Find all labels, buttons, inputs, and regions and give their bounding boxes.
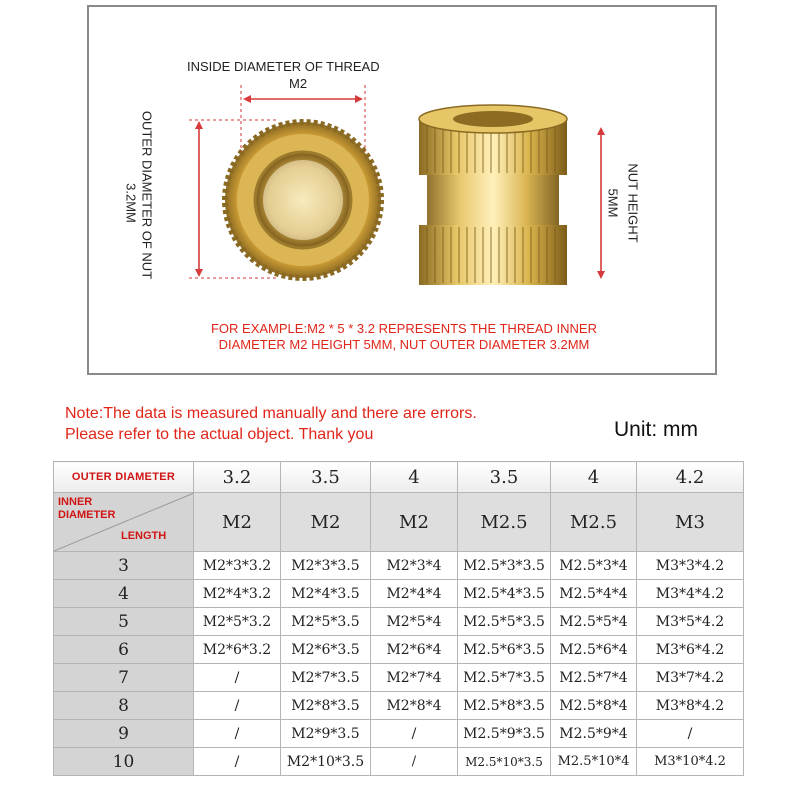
outer-diameter-header: OUTER DIAMETER bbox=[54, 462, 194, 493]
length-cell: 7 bbox=[54, 664, 194, 692]
size-cell: M2*8*3.5 bbox=[281, 692, 371, 720]
size-cell: M2*10*3.5 bbox=[281, 748, 371, 776]
nut-height-label: NUT HEIGHT bbox=[625, 163, 641, 243]
size-cell: M2.5*6*4 bbox=[551, 636, 637, 664]
length-cell: 6 bbox=[54, 636, 194, 664]
size-cell: M2*4*3.5 bbox=[281, 580, 371, 608]
size-cell: M2.5*8*4 bbox=[551, 692, 637, 720]
size-cell: M2.5*6*3.5 bbox=[458, 636, 551, 664]
example-line-1: FOR EXAMPLE:M2 * 5 * 3.2 REPRESENTS THE THREAD INNER bbox=[210, 321, 597, 336]
size-cell: / bbox=[637, 720, 744, 748]
size-cell: / bbox=[371, 748, 458, 776]
size-cell: / bbox=[194, 720, 281, 748]
size-cell: M2.5*8*3.5 bbox=[458, 692, 551, 720]
size-cell: M2*3*4 bbox=[371, 552, 458, 580]
size-cell: M2*6*3.5 bbox=[281, 636, 371, 664]
outer-diameter-cell: 3.2 bbox=[194, 462, 281, 493]
size-cell: M2.5*10*4 bbox=[551, 748, 637, 776]
size-cell: M2*3*3.2 bbox=[194, 552, 281, 580]
brass-insert-illustration bbox=[89, 7, 715, 373]
inner-diameter-header: INNER DIAMETER bbox=[58, 496, 116, 521]
insert-side-view bbox=[419, 105, 567, 285]
inner-diameter-cell: M2 bbox=[194, 493, 281, 552]
size-cell: M2*5*4 bbox=[371, 608, 458, 636]
table-row bbox=[54, 636, 744, 664]
length-cell: 9 bbox=[54, 720, 194, 748]
size-cell: M2.5*7*3.5 bbox=[458, 664, 551, 692]
note-line-2: Please refer to the actual object. Thank you bbox=[65, 426, 374, 443]
inner-diameter-cell: M2.5 bbox=[458, 493, 551, 552]
size-cell: M2.5*10*3.5 bbox=[458, 748, 551, 776]
length-header: LENGTH bbox=[121, 530, 167, 542]
size-cell: M3*10*4.2 bbox=[637, 748, 744, 776]
inner-diameter-cell: M2 bbox=[281, 493, 371, 552]
outer-diameter-cell: 4 bbox=[371, 462, 458, 493]
table-row bbox=[54, 552, 744, 580]
size-cell: M3*6*4.2 bbox=[637, 636, 744, 664]
length-cell: 5 bbox=[54, 608, 194, 636]
outer-diameter-value: 3.2MM bbox=[123, 183, 139, 223]
length-cell: 10 bbox=[54, 748, 194, 776]
outer-diameter-cell: 4 bbox=[551, 462, 637, 493]
size-cell: M2*3*3.5 bbox=[281, 552, 371, 580]
size-cell: M2.5*3*4 bbox=[551, 552, 637, 580]
outer-diameter-label: OUTER DIAMETER OF NUT bbox=[139, 110, 155, 280]
example-line-2: DIAMETER M2 HEIGHT 5MM, NUT OUTER DIAMETER 3.2MM bbox=[218, 337, 590, 352]
outer-diameter-cell: 4.2 bbox=[637, 462, 744, 493]
size-cell: M2*7*4 bbox=[371, 664, 458, 692]
inside-diameter-label: INSIDE DIAMETER OF THREAD bbox=[187, 59, 380, 74]
size-cell: M2.5*7*4 bbox=[551, 664, 637, 692]
size-cell: M2.5*4*4 bbox=[551, 580, 637, 608]
size-cell: M2.5*5*3.5 bbox=[458, 608, 551, 636]
insert-end-view bbox=[225, 122, 381, 278]
size-cell: M2.5*5*4 bbox=[551, 608, 637, 636]
length-cell: 8 bbox=[54, 692, 194, 720]
size-cell: / bbox=[194, 664, 281, 692]
table-row bbox=[54, 720, 744, 748]
inner-diameter-length-corner bbox=[54, 493, 194, 552]
outer-diameter-row bbox=[54, 462, 744, 493]
size-spec-table bbox=[53, 461, 744, 776]
table-row bbox=[54, 748, 744, 776]
inner-diameter-cell: M3 bbox=[637, 493, 744, 552]
size-cell: M2*6*3.2 bbox=[194, 636, 281, 664]
unit-label: Unit: mm bbox=[614, 418, 698, 441]
example-caption bbox=[109, 321, 699, 353]
size-cell: M3*5*4.2 bbox=[637, 608, 744, 636]
size-cell: M2*5*3.5 bbox=[281, 608, 371, 636]
size-cell: M3*8*4.2 bbox=[637, 692, 744, 720]
size-cell: M2*8*4 bbox=[371, 692, 458, 720]
note-line-1: Note:The data is measured manually and there are errors. bbox=[65, 405, 477, 422]
size-cell: M2*4*3.2 bbox=[194, 580, 281, 608]
length-cell: 4 bbox=[54, 580, 194, 608]
size-cell: M3*7*4.2 bbox=[637, 664, 744, 692]
size-cell: M2*6*4 bbox=[371, 636, 458, 664]
size-cell: M2*4*4 bbox=[371, 580, 458, 608]
inner-diameter-cell: M2.5 bbox=[551, 493, 637, 552]
size-cell: M2.5*3*3.5 bbox=[458, 552, 551, 580]
table-row bbox=[54, 664, 744, 692]
table-row bbox=[54, 580, 744, 608]
inner-diameter-row bbox=[54, 493, 744, 552]
inside-diameter-value: M2 bbox=[289, 76, 308, 91]
table-row bbox=[54, 692, 744, 720]
size-cell: M2.5*9*3.5 bbox=[458, 720, 551, 748]
size-cell: M2.5*9*4 bbox=[551, 720, 637, 748]
outer-diameter-cell: 3.5 bbox=[458, 462, 551, 493]
table-row bbox=[54, 608, 744, 636]
size-cell: M3*3*4.2 bbox=[637, 552, 744, 580]
size-cell: / bbox=[371, 720, 458, 748]
product-diagram-panel bbox=[87, 5, 717, 375]
size-cell: / bbox=[194, 692, 281, 720]
size-cell: M3*4*4.2 bbox=[637, 580, 744, 608]
size-cell: M2*5*3.2 bbox=[194, 608, 281, 636]
size-cell: / bbox=[194, 748, 281, 776]
measurement-note bbox=[65, 403, 477, 445]
length-cell: 3 bbox=[54, 552, 194, 580]
size-cell: M2*7*3.5 bbox=[281, 664, 371, 692]
size-cell: M2*9*3.5 bbox=[281, 720, 371, 748]
size-cell: M2.5*4*3.5 bbox=[458, 580, 551, 608]
nut-height-value: 5MM bbox=[605, 188, 621, 218]
outer-diameter-cell: 3.5 bbox=[281, 462, 371, 493]
inner-diameter-cell: M2 bbox=[371, 493, 458, 552]
